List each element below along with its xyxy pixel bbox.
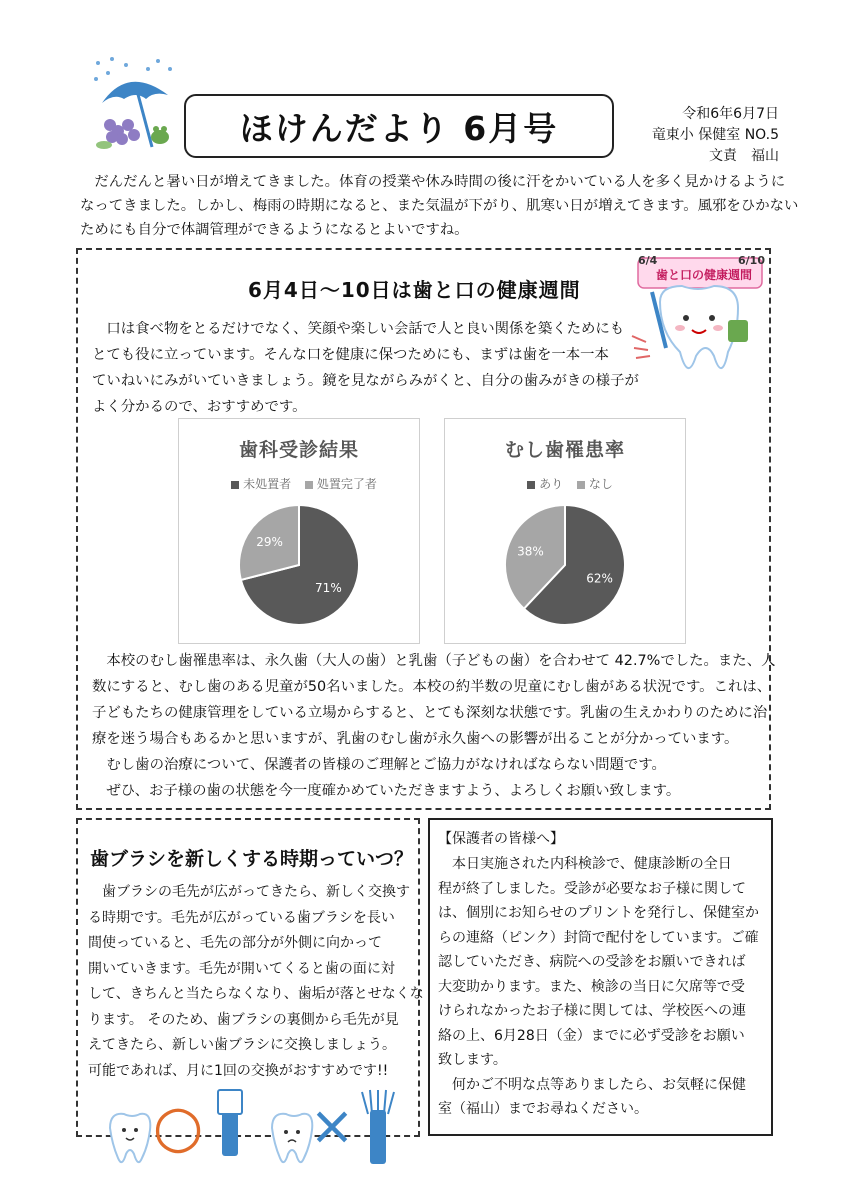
parents-heading: 【保護者の皆様へ】	[438, 831, 564, 847]
body-line: 数にすると、むし歯のある児童が50名いました。本校の約半数の児童にむし歯がある状況です。これは、	[92, 679, 772, 695]
chart-title: 歯科受診結果	[238, 439, 359, 461]
teeth-week-intro	[92, 316, 652, 420]
worn-toothbrush-icon	[370, 1110, 386, 1164]
body-line: 可能であれば、月に1回の交換がおすすめです!!	[88, 1062, 389, 1079]
intro-line: だんだんと暑い日が増えてきました。体育の授業や休み時間の後に汗をかいている人を多く見かけるように	[80, 174, 786, 190]
good-circle-mark: ○	[152, 1092, 204, 1160]
bad-cross-mark: ×	[309, 1094, 355, 1157]
pie-chart-cavity-rate	[445, 499, 685, 643]
intro-line: 口は食べ物をとるだけでなく、笑顔や楽しい会話で人と良い関係を築くためにも	[92, 321, 625, 337]
pie-chart-dental-exam	[179, 499, 419, 643]
issuing-office: 竜東小 保健室 NO.5	[651, 127, 779, 143]
health-week-badge-start: 6/4	[638, 254, 658, 267]
health-week-badge: 歯と口の健康週間	[656, 268, 753, 282]
body-line: は、個別にお知らせのプリントを発行し、保健室か	[438, 905, 760, 921]
pie-slice-label: 71%	[315, 580, 342, 595]
toothbrush-good-illustration	[104, 1088, 254, 1170]
chart-legend	[179, 475, 419, 492]
legend-label: 処置完了者	[316, 477, 377, 491]
legend-label: あり	[539, 477, 564, 491]
umbrella-hydrangea-illustration	[88, 55, 183, 155]
issue-date: 令和6年6月7日	[682, 106, 779, 122]
chart-dental-exam-results	[178, 418, 420, 644]
body-line: 療を迷う場合もあるかと思いますが、乳歯のむし歯が永久歯への影響が出ることが分かっています。	[92, 731, 739, 747]
body-line: ぜひ、お子様の歯の状態を今一度確かめていただきますよう、よろしくお願い致します。	[92, 783, 681, 799]
health-week-badge-end: 6/10	[738, 254, 765, 267]
pie-slice-label: 38%	[517, 544, 544, 559]
toothbrush-text	[88, 880, 424, 1084]
intro-line: なってきました。しかし、梅雨の時期になると、また気温が下がり、肌寒い日が増えてきます。風邪をひかない	[80, 198, 799, 214]
intro-line: とても役に立っています。そんな口を健康に保つためにも、まずは歯を一本一本	[92, 347, 609, 363]
legend-swatch	[231, 481, 239, 489]
body-line: 絡の上、6月28日（金）までに必ず受診をお願い	[438, 1027, 745, 1044]
intro-text	[80, 170, 799, 242]
body-line: して、きちんと当たらなくなり、歯垢が落とせなくな	[88, 986, 424, 1002]
happy-tooth-icon	[110, 1114, 150, 1162]
body-line: けられなかったお子様に関しては、学校医への連	[438, 1003, 746, 1019]
body-line: 本校のむし歯罹患率は、永久歯（大人の歯）と乳歯（子どもの歯）を合わせて 42.7%でした。また、人	[92, 653, 776, 669]
legend-swatch	[305, 481, 313, 489]
body-line: 本日実施された内科検診で、健康診断の全日	[438, 856, 732, 872]
body-line: 程が終了しました。受診が必要なお子様に関して	[438, 880, 746, 897]
body-line: 開いていきます。毛先が開いてくると歯の面に対	[88, 960, 395, 977]
chart-legend	[445, 475, 685, 492]
teeth-week-section	[76, 248, 776, 810]
teeth-week-body	[92, 648, 776, 804]
pie-slice-label: 29%	[256, 535, 283, 550]
chart-cavity-rate	[444, 418, 686, 644]
body-line: ります。 そのため、歯ブラシの裏側から毛先が見	[88, 1011, 399, 1028]
body-line: 何かご不明な点等ありましたら、お気軽に保健	[438, 1076, 746, 1093]
legend-swatch	[577, 481, 585, 489]
intro-line: よく分かるので、おすすめです。	[92, 399, 307, 415]
body-line: 致します。	[438, 1052, 507, 1068]
body-line: 子どもたちの健康管理をしている立場からすると、とても深刻な状態です。乳歯の生えかわりのために治	[92, 705, 768, 721]
intro-line: ていねいにみがいていきましょう。鏡を見ながらみがくと、自分の歯みがきの様子が	[92, 373, 639, 389]
toothbrush-heading: 歯ブラシを新しくする時期っていつ？	[90, 848, 414, 870]
body-line: る時期です。毛先が広がっている歯ブラシを長い	[88, 909, 395, 926]
body-line: 間使っていると、毛先の部分が外側に向かって	[88, 935, 382, 951]
newsletter-title: ほけんだより 6月号	[184, 94, 614, 158]
body-line: 歯ブラシの毛先が広がってきたら、新しく交換す	[88, 884, 410, 900]
body-line: むし歯の治療について、保護者の皆様のご理解とご協力がなければならない問題です。	[92, 757, 666, 773]
sad-tooth-icon	[272, 1114, 312, 1162]
pie-slice-label: 62%	[586, 571, 613, 586]
parents-text	[438, 852, 766, 1122]
legend-label: 未処置者	[243, 477, 292, 491]
author: 文責 福山	[709, 148, 779, 164]
body-line: えてきたら、新しい歯ブラシに交換しましょう。	[88, 1037, 396, 1053]
body-line: 認していただき、病院への受診をお願いできれば	[438, 954, 746, 970]
body-line: 大変助かります。また、検診の当日に欠席等で受	[438, 978, 745, 995]
intro-line: ためにも自分で体調管理ができるようになるとよいですね。	[80, 222, 469, 238]
toothbrush-bad-illustration	[266, 1088, 416, 1170]
legend-swatch	[527, 481, 535, 489]
chart-title: むし歯罹患率	[504, 439, 625, 461]
parents-notice-box	[428, 818, 773, 1136]
body-line: らの連絡（ピンク）封筒で配付をしています。ご確	[438, 929, 759, 946]
legend-label: なし	[588, 477, 613, 491]
body-line: 室（福山）までお尋ねください。	[438, 1101, 648, 1117]
header-meta	[652, 104, 779, 167]
teeth-week-heading: 6月4日～10日は歯と口の健康週間	[248, 278, 581, 302]
tooth-mascot-illustration	[630, 252, 766, 392]
